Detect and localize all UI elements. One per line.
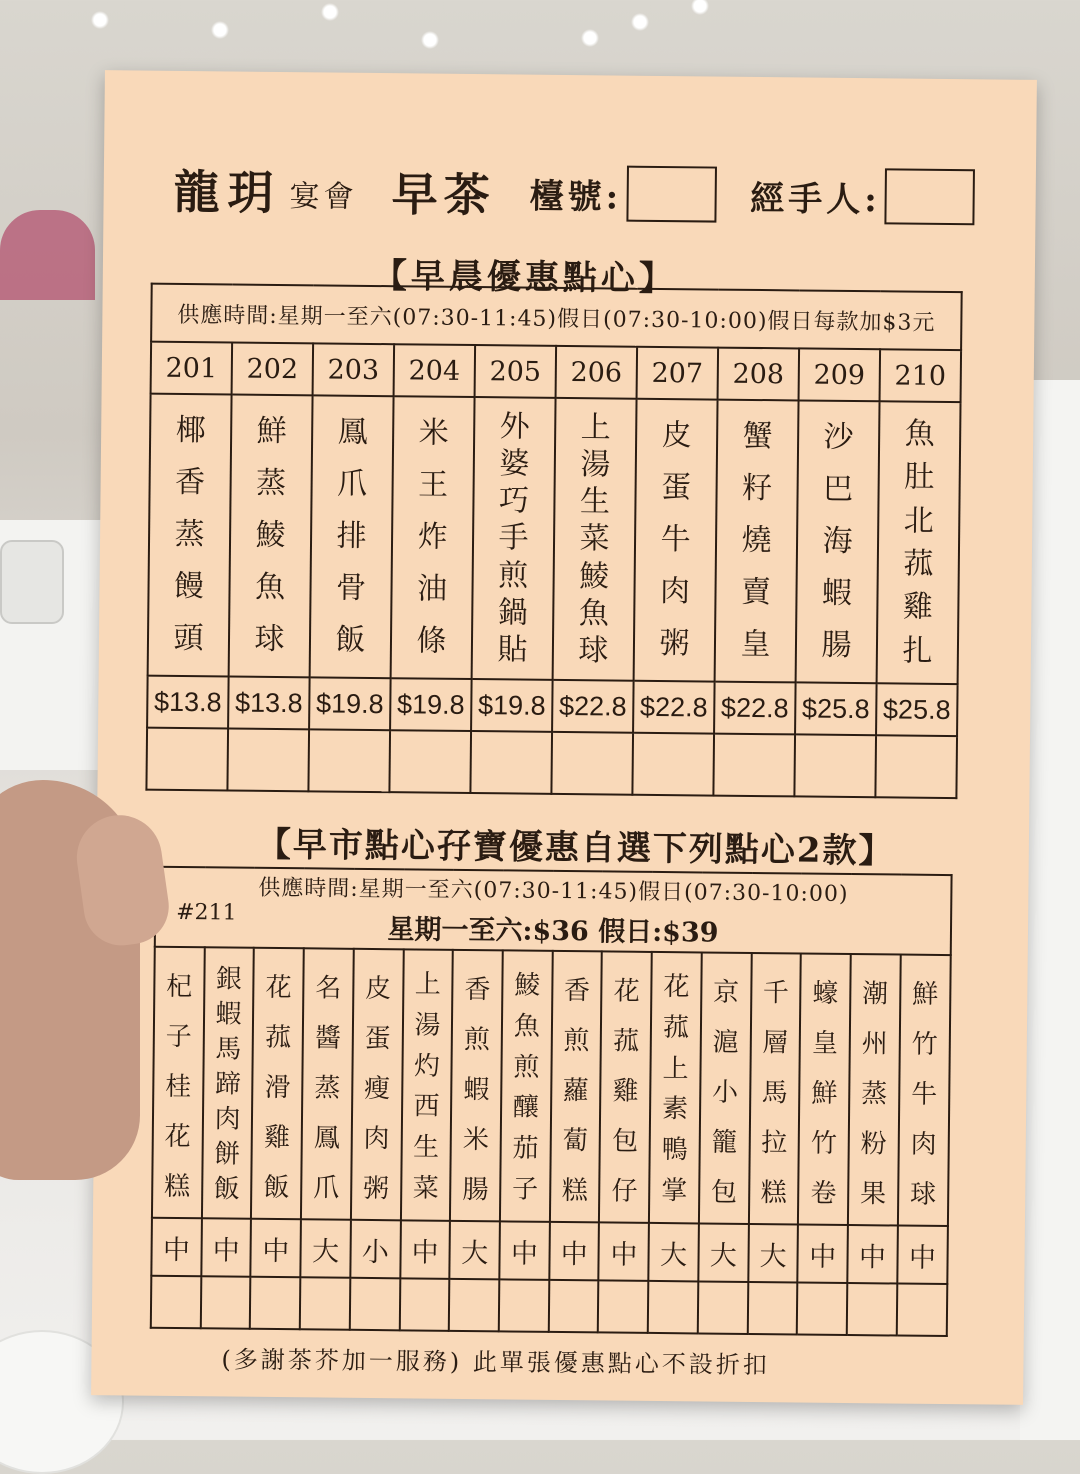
combo-item-name-char: 花	[613, 976, 640, 1007]
item-code: 208	[718, 348, 800, 401]
combo-item-name-char: 肉	[214, 1104, 241, 1135]
combo-item-size: 大	[450, 1221, 500, 1280]
item-name-char: 肉	[659, 573, 691, 610]
restaurant-suffix: 宴會	[289, 179, 358, 215]
item-code: 206	[556, 346, 638, 399]
combo-quantity-cell[interactable]	[499, 1279, 549, 1332]
item-name-char: 燒	[741, 522, 772, 559]
combo-item-name	[500, 950, 553, 1222]
combo-item-name-char: 素	[661, 1094, 689, 1125]
combo-item-name	[599, 951, 652, 1223]
quantity-cell[interactable]	[146, 728, 228, 791]
quantity-cell[interactable]	[227, 728, 309, 791]
combo-quantity-cell[interactable]	[747, 1282, 797, 1335]
item-code: 203	[313, 343, 395, 396]
combo-quantity-cell[interactable]	[598, 1280, 648, 1333]
item-name	[796, 400, 880, 683]
combo-item-size: 大	[649, 1223, 699, 1282]
item-name-char: 魚	[254, 569, 286, 606]
order-sheet	[91, 70, 1037, 1405]
combo-item-name-char: 香	[464, 974, 491, 1006]
item-name-char: 排	[336, 518, 367, 554]
combo-item-name-char: 菰	[612, 1026, 640, 1057]
combo-item-name-char: 飯	[263, 1172, 290, 1204]
combo-item-name	[798, 953, 851, 1225]
service-type: 早茶	[391, 167, 496, 223]
combo-item-name-char: 雞	[263, 1122, 291, 1154]
item-name-char: 巧	[498, 483, 530, 519]
combo-quantity-cell[interactable]	[897, 1284, 948, 1337]
combo-item-name-char: 餅	[214, 1139, 241, 1170]
combo-item-name-char: 仔	[611, 1176, 638, 1207]
combo-item-name-char: 糕	[760, 1178, 787, 1209]
quantity-cell[interactable]	[794, 734, 876, 797]
combo-item-name-char: 鴨	[661, 1135, 688, 1166]
combo-item-name-char: 蠔	[812, 978, 839, 1009]
combo-item-name-char: 爪	[313, 1173, 340, 1204]
item-name-char: 球	[578, 632, 609, 669]
combo-item-name	[848, 954, 901, 1226]
footer-note: (多謝茶芥加一服務) 此單張優惠點心不設折扣	[221, 1345, 770, 1380]
item-code: 210	[880, 349, 962, 402]
combo-item-name-char: 蔔	[562, 1126, 589, 1157]
item-name-char: 扎	[902, 633, 933, 669]
table-number-box[interactable]	[626, 166, 717, 223]
combo-item-name-char: 上	[414, 969, 442, 1000]
combo-item-name-char: 皇	[811, 1028, 839, 1059]
combo-dim-sum-table	[150, 866, 953, 1337]
item-name-char: 牛	[660, 522, 691, 558]
combo-item-name	[301, 948, 354, 1220]
combo-item-name-char: 鳳	[313, 1123, 340, 1154]
combo-item-name-char: 蒸	[314, 1073, 341, 1104]
combo-item-size: 小	[350, 1220, 400, 1279]
item-name-char: 香	[174, 464, 206, 501]
combo-item-name	[251, 948, 304, 1220]
sheet-header	[173, 156, 975, 230]
item-name-char: 外	[499, 409, 530, 445]
combo-item-name-char: 包	[611, 1126, 639, 1157]
item-name-char: 魚	[904, 416, 935, 452]
item-price: $25.8	[876, 683, 958, 736]
combo-item-name-char: 鮮	[912, 979, 939, 1010]
combo-item-name-char: 菰	[264, 1022, 292, 1054]
item-name-char: 鯪	[255, 517, 286, 554]
combo-item-name-char: 球	[909, 1179, 937, 1210]
item-code: 202	[232, 343, 314, 396]
item-code: 205	[475, 345, 557, 398]
combo-item-size: 中	[599, 1222, 649, 1281]
combo-item-name-char: 米	[462, 1124, 490, 1156]
item-price: $22.8	[714, 682, 796, 735]
item-price: $22.8	[633, 681, 715, 734]
item-name-char: 飯	[335, 622, 366, 658]
background-person	[0, 210, 95, 300]
item-price: $25.8	[795, 682, 877, 735]
item-name-char: 皇	[740, 626, 771, 663]
combo-item-name-char: 生	[412, 1132, 440, 1164]
item-name-char: 海	[822, 523, 853, 560]
combo-item-name-char: 馬	[215, 1034, 242, 1065]
item-name	[715, 400, 799, 683]
quantity-cell[interactable]	[632, 733, 714, 796]
item-name-char: 沙	[823, 419, 854, 456]
combo-item-size: 大	[300, 1219, 350, 1278]
combo-item-size: 大	[748, 1224, 798, 1283]
item-name	[391, 396, 475, 679]
combo-item-name-char: 潮	[862, 979, 889, 1010]
item-name-char: 北	[903, 503, 934, 539]
combo-item-name-char: 煎	[513, 1052, 540, 1083]
item-name	[634, 399, 718, 682]
combo-item-size: 中	[151, 1218, 201, 1277]
item-name-char: 炸	[417, 519, 448, 555]
item-name-char: 肚	[904, 459, 935, 496]
combo-quantity-cell[interactable]	[847, 1283, 897, 1336]
item-name-char: 生	[579, 484, 611, 520]
combo-quantity-cell[interactable]	[151, 1276, 201, 1329]
combo-item-name-char: 煎	[563, 1026, 590, 1057]
combo-item-name-char: 卷	[810, 1178, 837, 1209]
item-name-char: 蒸	[255, 465, 287, 502]
combo-item-size: 中	[897, 1226, 948, 1285]
quantity-cell[interactable]	[875, 735, 957, 798]
item-name-char: 頭	[173, 620, 204, 657]
combo-quantity-cell[interactable]	[449, 1279, 499, 1332]
combo-item-name-char: 飯	[213, 1174, 240, 1205]
combo-item-name-char: 粥	[362, 1173, 390, 1205]
combo-item-size: 中	[400, 1220, 450, 1279]
item-name-char: 煎	[498, 557, 529, 594]
item-name	[148, 394, 232, 677]
quantity-cell[interactable]	[389, 730, 471, 793]
item-name-char: 球	[254, 621, 285, 658]
combo-item-name-char: 竹	[810, 1128, 838, 1159]
item-name-char: 蛋	[660, 470, 692, 506]
quantity-cell[interactable]	[551, 732, 633, 795]
item-name	[877, 401, 961, 684]
combo-item-name	[649, 952, 702, 1224]
combo-item-name-char: 西	[413, 1091, 440, 1123]
item-name-char: 鍋	[497, 595, 528, 631]
combo-quantity-cell[interactable]	[797, 1282, 847, 1335]
combo-header-cell	[155, 867, 952, 955]
combo-item-name-char: 蛋	[364, 1023, 391, 1055]
item-name-char: 蟹	[742, 418, 773, 455]
restaurant-name: 龍玥	[173, 164, 282, 221]
item-name-char: 油	[416, 571, 448, 607]
quantity-cell[interactable]	[713, 734, 795, 797]
combo-item-name-char: 湯	[414, 1010, 441, 1041]
combo-item-name-char: 雞	[612, 1076, 639, 1107]
combo-item-name-char: 灼	[413, 1051, 441, 1082]
combo-item-name-char: 菜	[412, 1173, 439, 1204]
combo-item-name-char: 竹	[911, 1029, 938, 1060]
item-name-char: 湯	[580, 447, 611, 483]
item-name-char: 雞	[902, 589, 934, 626]
item-price: $22.8	[552, 680, 634, 733]
combo-item-name-char: 煎	[463, 1024, 491, 1056]
quantity-cell[interactable]	[308, 729, 390, 792]
combo-item-name	[898, 955, 951, 1227]
combo-item-size: 中	[201, 1218, 251, 1277]
combo-item-name-char: 杞	[166, 971, 193, 1003]
item-code: 207	[637, 347, 719, 400]
item-name-char: 賣	[740, 574, 772, 611]
combo-item-name-char: 皮	[364, 973, 392, 1005]
combo-item-size: 中	[251, 1219, 301, 1278]
item-name-char: 條	[416, 623, 447, 659]
combo-prices: 星期一至六:$36 假日:$39	[387, 914, 719, 949]
combo-item-name-char: 花	[663, 972, 690, 1003]
combo-item-name-char: 桂	[165, 1071, 192, 1103]
combo-item-name-char: 包	[710, 1177, 738, 1208]
combo-item-name-char: 拉	[761, 1128, 788, 1159]
combo-item-name-char: 籠	[711, 1127, 738, 1158]
item-name-char: 上	[580, 410, 611, 446]
item-name-char: 鮮	[256, 413, 287, 450]
combo-item-name	[749, 953, 802, 1225]
combo-item-size: 中	[847, 1225, 897, 1284]
item-name-char: 蒸	[174, 516, 205, 553]
combo-item-name-char: 層	[762, 1028, 789, 1059]
item-name-char: 粥	[659, 625, 690, 662]
combo-item-name-char: 果	[859, 1179, 887, 1210]
item-name	[310, 395, 394, 678]
item-name-char: 手	[498, 520, 529, 557]
item-price: $19.8	[309, 677, 391, 730]
item-code: 204	[394, 344, 476, 397]
combo-item-name-char: 蘿	[562, 1076, 590, 1107]
table-number-label: 檯號:	[529, 176, 623, 218]
combo-item-name-char: 腸	[462, 1174, 489, 1206]
quantity-cell[interactable]	[470, 731, 552, 794]
combo-quantity-cell[interactable]	[399, 1278, 449, 1331]
item-code: 209	[799, 348, 881, 401]
combo-item-name-char: 蒸	[861, 1079, 888, 1110]
combo-quantity-cell[interactable]	[201, 1276, 251, 1329]
combo-item-name	[550, 951, 603, 1223]
combo-item-name-char: 千	[762, 978, 789, 1009]
combo-item-name-char: 糕	[163, 1171, 191, 1203]
item-name-char: 爪	[336, 466, 368, 502]
combo-item-size: 大	[698, 1223, 748, 1282]
combo-item-name-char: 上	[662, 1053, 689, 1084]
combo-item-name-char: 醬	[314, 1023, 342, 1054]
combo-item-name-char: 掌	[661, 1176, 688, 1207]
item-name-char: 巴	[822, 471, 854, 508]
combo-item-name-char: 菰	[662, 1012, 690, 1044]
combo-item-name-char: 子	[511, 1174, 539, 1205]
combo-item-name	[351, 949, 404, 1221]
item-price: $13.8	[228, 676, 310, 729]
item-name-char: 米	[418, 415, 449, 451]
combo-item-name-char: 馬	[761, 1078, 788, 1109]
item-name-char: 王	[417, 467, 449, 503]
combo-quantity-cell[interactable]	[698, 1281, 748, 1334]
combo-item-name	[401, 949, 454, 1221]
handler-box[interactable]	[885, 168, 976, 225]
combo-item-name-char: 花	[265, 972, 292, 1004]
combo-item-name-char: 肉	[910, 1129, 937, 1160]
combo-item-name-char: 鮮	[811, 1078, 838, 1109]
combo-item-name-char: 蝦	[463, 1074, 490, 1106]
combo-hours: 供應時間:星期一至六(07:30-11:45)假日(07:30-10:00)	[258, 875, 849, 907]
combo-item-name	[450, 950, 503, 1222]
combo-item-name-char: 香	[563, 976, 591, 1007]
combo-item-name-char: 粉	[860, 1129, 887, 1160]
item-name-char: 骨	[335, 570, 367, 606]
combo-item-name-char: 州	[861, 1029, 888, 1060]
combo-item-name-char: 花	[164, 1121, 191, 1153]
combo-item-name-char: 魚	[513, 1011, 541, 1042]
combo-quantity-cell[interactable]	[350, 1278, 400, 1331]
item-name-char: 蝦	[821, 575, 853, 612]
combo-item-name-char: 子	[165, 1021, 192, 1053]
item-name-char: 腸	[821, 627, 852, 664]
combo-item-name-char: 瘦	[363, 1073, 391, 1105]
item-name	[229, 395, 313, 678]
combo-item-name-char: 釀	[512, 1092, 540, 1124]
combo-item-name-char: 滬	[712, 1027, 739, 1058]
combo-item-name	[699, 952, 752, 1224]
item-name-char: 菜	[579, 521, 610, 557]
morning-dim-sum-table	[145, 283, 962, 799]
combo-item-name-char: 蹄	[214, 1069, 242, 1100]
item-name-char: 魚	[578, 595, 609, 632]
item-name-char: 貼	[497, 632, 528, 668]
item-name-char: 皮	[661, 418, 692, 454]
item-name-char: 鯪	[579, 558, 610, 595]
combo-item-name-char: 牛	[910, 1079, 938, 1110]
item-name-char: 婆	[499, 446, 530, 482]
item-name-char: 椰	[175, 412, 206, 449]
combo-item-name	[202, 947, 255, 1219]
combo-item-name-char: 名	[315, 973, 342, 1004]
combo-quantity-cell[interactable]	[300, 1277, 350, 1330]
combo-item-name-char: 茄	[512, 1133, 539, 1165]
background-teacup	[0, 540, 64, 624]
item-name	[472, 397, 556, 680]
handler-label: 經手人:	[750, 178, 881, 220]
combo-item-name-char: 鯪	[514, 970, 541, 1001]
combo-item-name-char: 糕	[561, 1176, 589, 1207]
combo-item-name-char: 滑	[264, 1072, 291, 1104]
combo-item-name-char: 銀	[215, 964, 243, 995]
combo-item-name-char: 小	[711, 1077, 739, 1108]
combo-quantity-cell[interactable]	[250, 1277, 300, 1330]
combo-item-name	[152, 947, 205, 1219]
morning-hours: 供應時間:星期一至六(07:30-11:45)假日(07:30-10:00)假日每款加$3元	[151, 284, 962, 350]
item-name-char: 饅	[173, 568, 205, 605]
combo-item-name-char: 京	[712, 977, 740, 1008]
combo-code: #211	[176, 899, 237, 926]
item-price: $13.8	[147, 676, 229, 729]
combo-item-size: 中	[499, 1221, 549, 1280]
combo-quantity-cell[interactable]	[549, 1280, 599, 1333]
morning-section-title: 【早晨優惠點心】	[372, 255, 678, 300]
combo-section-title: 【早市點心孖寶優惠自選下列點心2款】	[256, 824, 895, 872]
item-price: $19.8	[390, 678, 472, 731]
item-name	[553, 398, 637, 681]
combo-quantity-cell[interactable]	[648, 1281, 698, 1334]
combo-item-size: 中	[549, 1222, 599, 1281]
combo-item-name-char: 蝦	[215, 999, 242, 1030]
combo-item-size: 中	[798, 1224, 848, 1283]
combo-item-name-char: 肉	[363, 1123, 390, 1155]
item-code: 201	[151, 342, 233, 395]
item-name-char: 菰	[903, 546, 934, 582]
item-name-char: 鳳	[337, 414, 368, 450]
item-name-char: 籽	[741, 470, 773, 507]
item-price: $19.8	[471, 679, 553, 732]
